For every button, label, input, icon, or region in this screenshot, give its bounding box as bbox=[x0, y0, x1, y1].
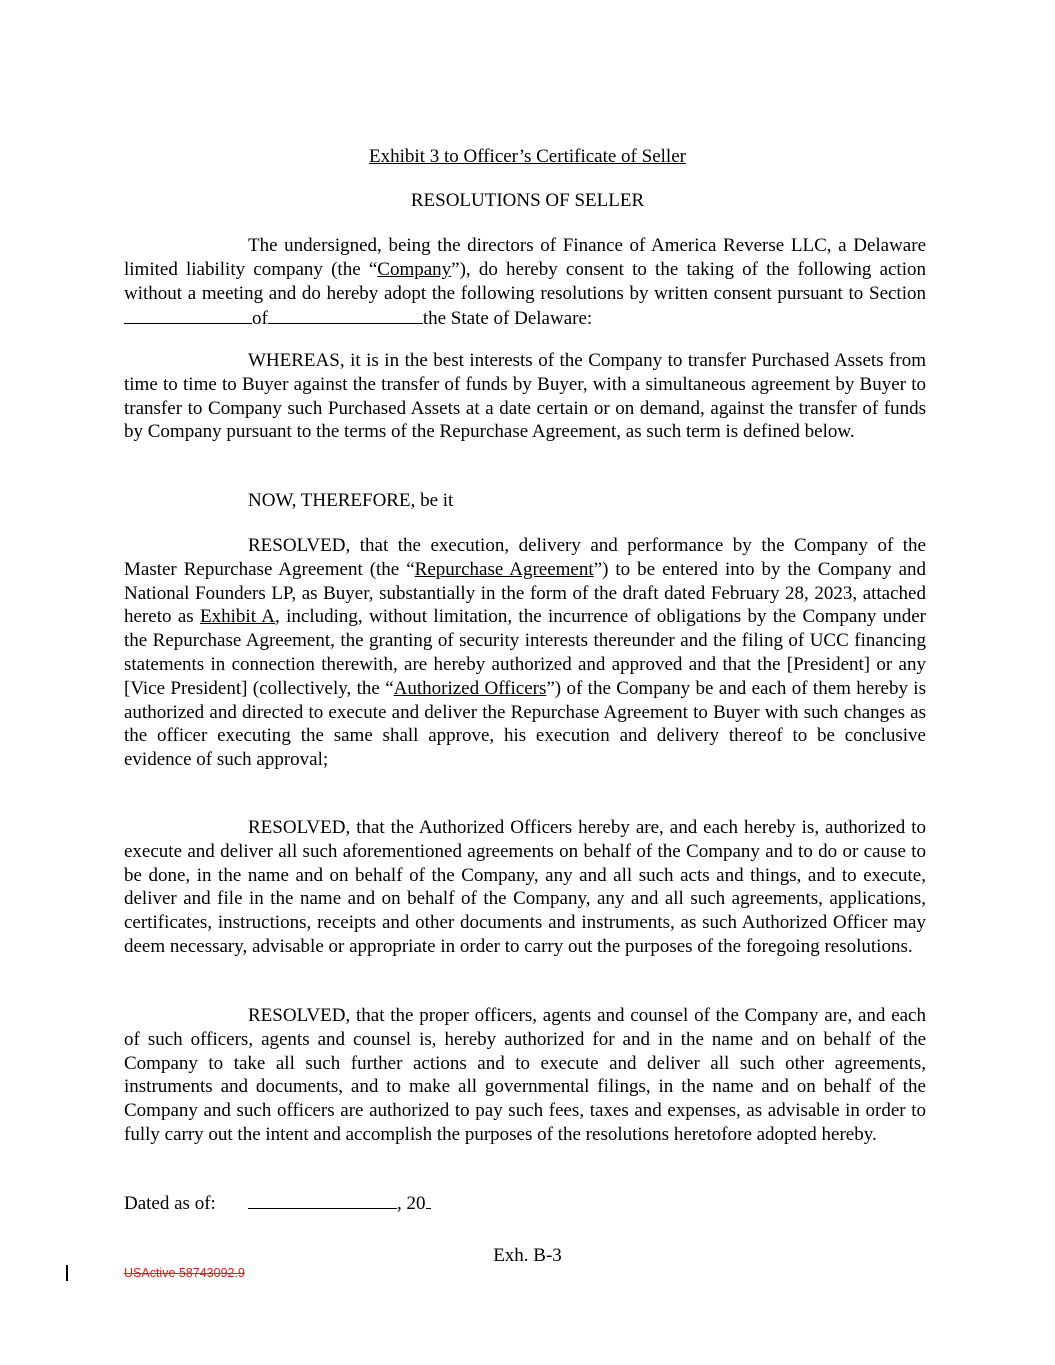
resolved1-text-1: RESOLVED, that the execution, delivery and performance by the Company of the Master Repurchase Agreement (the “ bbox=[124, 535, 926, 580]
authorized-officers-term: Authorized Officers bbox=[393, 677, 547, 699]
resolved-paragraph-3: RESOLVED, that the proper officers, agents and counsel of the Company are, and each of such officers, agents and counsel is, hereby authorized for and in the name and on behalf of the Company to take all such further actions and to execute and deliver all such other agreements, instruments and documents, and to make all governmental filings, in the name and on behalf of the Company and such officers are authorized to pay such fees, taxes and expenses, as advisable in order to fully carry out the intent and accomplish the purposes of the resolutions heretofore adopted hereby. bbox=[124, 1005, 926, 1145]
document-id: USActive 58743092.9 bbox=[124, 1266, 245, 1280]
intro-of-word: of bbox=[252, 308, 268, 330]
resolved1-text-2: ”) to be entered into by the Company and National Founders LP, as Buyer, substantially in the form of the draft dated February 28, 2023, attached hereto as bbox=[124, 558, 927, 628]
whereas-paragraph: WHEREAS, it is in the best interests of the Company to transfer Purchased Assets from time to time to Buyer against the transfer of funds by Buyer, with a simultaneous agreement by Buyer to transfer to Company such Purchased Assets at a date certain or on demand, against the transfer of funds by Company pursuant to the terms of the Repurchase Agreement, as such term is defined below. bbox=[124, 350, 926, 443]
statute-blank-line bbox=[268, 305, 423, 324]
company-defined-term: Company bbox=[377, 258, 452, 280]
intro-paragraph bbox=[124, 234, 926, 331]
intro-text-3: the State of Delaware: bbox=[422, 308, 593, 330]
resolved1-text-3: , including, without limitation, the incurrence of obligations by the Company under the Repurchase Agreement, the granting of security interests thereunder and the filing of UCC financing statements in connection therewith, are hereby authorized and approved and that the [President] or any [Vice President] (collectively, the “ bbox=[124, 606, 926, 699]
resolved-paragraph-1 bbox=[124, 534, 926, 772]
dated-label: Dated as of: bbox=[124, 1193, 216, 1214]
year-prefix: , 20 bbox=[397, 1193, 426, 1214]
intro-text-1: The undersigned, being the directors of Finance of America Reverse LLC, a Delaware limited liability company (the “ bbox=[124, 235, 926, 280]
dated-line bbox=[124, 1190, 431, 1216]
exhibit-a-term: Exhibit A bbox=[200, 606, 276, 628]
resolved-paragraph-2: RESOLVED, that the Authorized Officers hereby are, and each hereby is, authorized to execute and deliver all such aforementioned agreements on behalf of the Company and to do or cause to be done, in the name and on behalf of the Company, any and all such acts and things, and to execute, deliver and file in the name and on behalf of the Company, any and all such agreements, applications, certificates, instructions, receipts and other documents and instruments, as such Authorized Officer may deem necessary, advisable or appropriate in order to carry out the purposes of the foregoing resolutions. bbox=[124, 817, 926, 957]
repurchase-agreement-term: Repurchase Agreement bbox=[414, 558, 594, 580]
date-blank-line bbox=[248, 1190, 397, 1209]
now-therefore-paragraph: NOW, THEREFORE, be it bbox=[248, 490, 454, 511]
intro-text-2: ”), do hereby consent to the taking of the following action without a meeting and do hereby adopt the following resolutions by written consent pursuant to Section bbox=[124, 258, 926, 304]
page-number: Exh. B-3 bbox=[493, 1245, 562, 1266]
exhibit-title-text: Exhibit 3 to Officer’s Certificate of Seller bbox=[369, 146, 686, 167]
exhibit-title bbox=[0, 145, 1055, 169]
resolved1-text-4: ”) of the Company be and each of them hereby is authorized and directed to execute and deliver the Repurchase Agreement to Buyer with such changes as the officer executing the same shall approve, his execution and delivery thereof to be conclusive evidence of such approval; bbox=[124, 677, 926, 771]
resolutions-title: RESOLUTIONS OF SELLER bbox=[410, 190, 645, 211]
year-blank-line bbox=[426, 1190, 431, 1209]
section-blank-line bbox=[124, 305, 252, 324]
change-bar bbox=[66, 1265, 68, 1281]
